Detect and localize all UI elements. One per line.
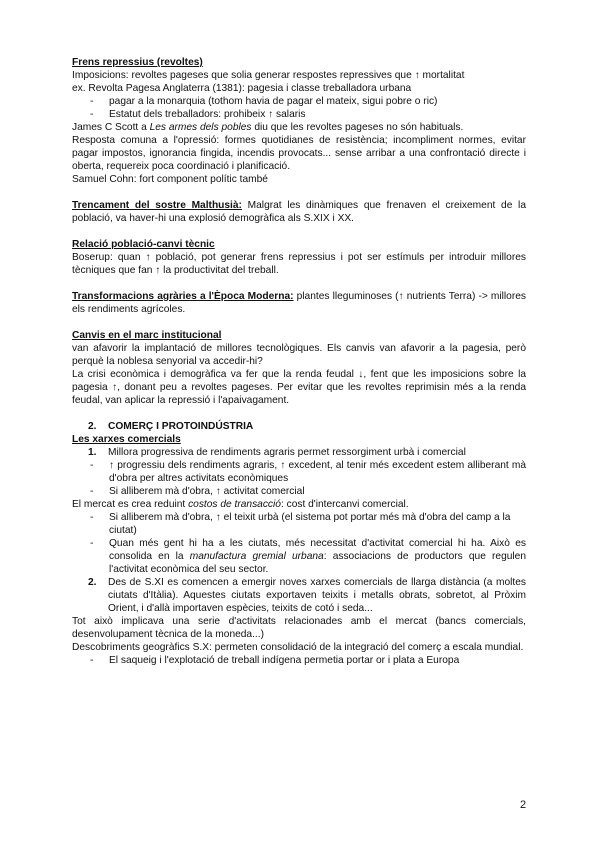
paragraph-boserup: Boserup: quan ↑ població, pot generar frens repressius i pot ser estímuls per introduir millores tècniques que fan ↑ la productivitat del treball. <box>72 252 526 276</box>
page-number: 2 <box>520 799 527 811</box>
paragraph-canvis-1: van afavorir la implantació de millores tecnològiques. Els canvis van afavorir a la pagesia, però perquè la noblesa senyorial va accedir-hi? <box>72 343 526 367</box>
section-trencament <box>72 199 526 225</box>
paragraph-canvis-2: La crisi econòmica i demogràfica va fer que la renda feudal ↓, fent que les imposicions sobre la pagesia ↑, donant peu a revoltes pageses. Per evitar que les revoltes reprimisin més a la renda feudal, van aplicar la repressió i l'apaivagament. <box>72 369 526 406</box>
heading-canvis: Canvis en el marc institucional <box>72 330 222 341</box>
book-title: Les armes dels pobles <box>149 122 252 133</box>
term-manufactura: manufactura gremial urbana <box>189 551 324 562</box>
heading-frens-repressius: Frens repressius (revoltes) <box>72 57 203 68</box>
paragraph-tot: Tot això implicava una serie d'activitats relacionades amb el mercat (bancs comercials, desenvolupament tècnica de la moneda...) <box>72 616 526 640</box>
paragraph-trencament: Malgrat les dinàmiques que frenaven el creixement de la població, va haver-hi una explosió demogràfica als S.XIX i XX. <box>72 200 526 224</box>
section-transformacions <box>72 290 526 316</box>
section-frens-repressius <box>72 56 526 186</box>
numbered-item: 1. Millora progressiva de rendiments agraris permet ressorgiment urbà i comercial <box>88 447 466 458</box>
section-canvis <box>72 329 526 407</box>
paragraph-scott: James C Scott a Les armes dels pobles diu que les revoltes pageses no són habituals. <box>72 122 464 133</box>
paragraph-descobriments: Descobriments geogràfics S.X: permeten consolidació de la integració del comerç a escala mundial. <box>72 642 524 653</box>
numbered-item: 2. Des de S.XI es comencen a emergir noves xarxes comercials de llarga distància (a moltes ciutats d'Itàlia). Aquestes ciutats exportaven teixits i metalls obrats, sobretot, al Pròxim Orient, i d'allà importaven espècies, teixits de cotó i seda... <box>88 577 526 614</box>
list-item: - El saqueig i l'explotació de treball indígena permetia portar or i plata a Europa <box>90 655 460 666</box>
list-item: - Quan més gent hi ha a les ciutats, més necessitat d'activitat comercial hi ha. Això es consolida en la manufactura gremial urbana: associacions de productors que regulen l'activitat econòmica del seu sector. <box>90 538 526 575</box>
document-page <box>72 56 526 667</box>
heading-transformacions: Transformacions agràries a l'Època Moderna: <box>72 291 294 302</box>
paragraph-revolta-anglaterra: ex. Revolta Pagesa Anglaterra (1381): pagesia i classe treballadora urbana <box>72 83 412 94</box>
paragraph-cohn: Samuel Cohn: fort component polític també <box>72 174 268 185</box>
list-item: - Estatut dels treballadors: prohibeix ↑ salaris <box>72 108 526 121</box>
section-comerc <box>72 420 526 667</box>
paragraph-resposta: Resposta comuna a l'opressió: formes quotidianes de resistència; incompliment normes, evitar pagar impostos, ignorancia fingida, incendis provocats... sense arribar a una confrontació directe i oberta, requereix poca coordinació i planificació. <box>72 135 526 172</box>
bullet-text: Estatut dels treballadors: prohibeix ↑ salaris <box>109 109 306 120</box>
paragraph-mercat: El mercat es crea reduint costos de transacció: cost d'intercanvi comercial. <box>72 499 409 510</box>
list-item: - pagar a la monarquia (tothom havia de pagar el mateix, sigui pobre o ric) <box>72 95 526 108</box>
term-costos: costos de transacció <box>188 499 281 510</box>
heading-trencament: Trencament del sostre Malthusià: <box>72 200 242 211</box>
section-title: 2. COMERÇ I PROTOINDÚSTRIA <box>88 421 254 432</box>
heading-relacio: Relació població-canvi tècnic <box>72 239 215 250</box>
section-relacio <box>72 238 526 277</box>
list-item: - ↑ progressiu dels rendiments agraris, ↑ excedent, al tenir més excedent estem alliberant mà d'obra per altres activitats econòmiques <box>90 460 526 484</box>
list-item: - Si alliberem mà d'obra, ↑ el teixit urbà (el sistema pot portar més mà d'obra del camp a la ciutat) <box>90 512 511 536</box>
bullet-text: pagar a la monarquia (tothom havia de pagar el mateix, sigui pobre o ric) <box>109 96 438 107</box>
heading-xarxes-comercials: Les xarxes comercials <box>72 434 181 445</box>
list-item: - Si alliberem mà d'obra, ↑ activitat comercial <box>90 486 305 497</box>
paragraph-transformacions: plantes lleguminoses (↑ nutrients Terra) -> millores els rendiments agrícoles. <box>72 291 526 315</box>
paragraph-imposicions: Imposicions: revoltes pageses que solia generar respostes repressives que ↑ mortalitat <box>72 70 465 81</box>
